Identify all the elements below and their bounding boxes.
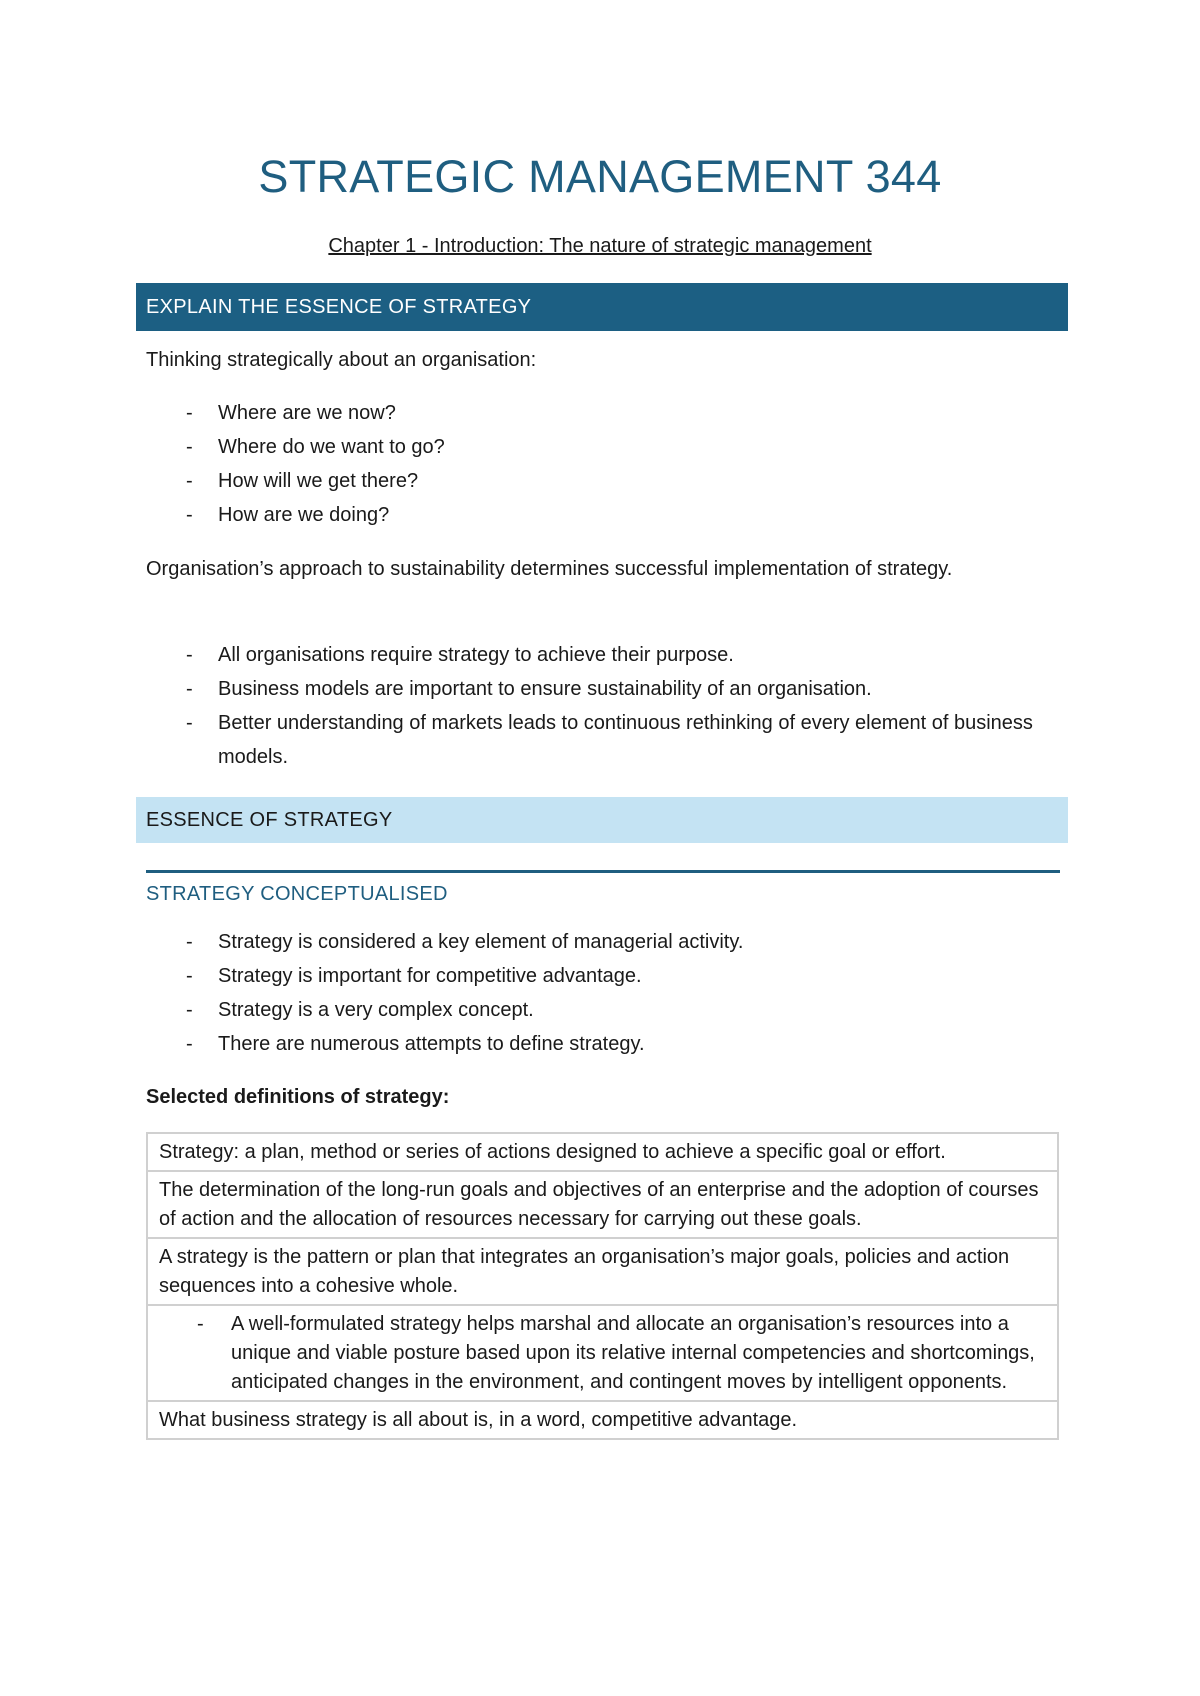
bullet-dash: -	[186, 470, 193, 492]
table-row	[147, 1238, 1058, 1305]
strategy-points	[146, 925, 1066, 1061]
bullet-dash: -	[186, 436, 193, 458]
bullet-dash: -	[197, 1313, 204, 1335]
list-item: - Better understanding of markets leads to continuous rethinking of every element of business models.	[146, 706, 1066, 774]
bullet-dash: -	[186, 644, 193, 666]
list-item: - Where are we now?	[146, 396, 1066, 430]
definitions-label: Selected definitions of strategy:	[146, 1086, 450, 1108]
definition-cell: The determination of the long-run goals and objectives of an enterprise and the adoption of courses of action and the allocation of resources necessary for carrying out these goals.	[147, 1171, 1058, 1238]
section-heading-essence: ESSENCE OF STRATEGY	[136, 797, 1068, 843]
table-row	[147, 1171, 1058, 1238]
list-item: - All organisations require strategy to achieve their purpose.	[146, 638, 1066, 672]
list-item: - How are we doing?	[146, 498, 1066, 532]
question-list	[146, 396, 1066, 532]
list-item: - Where do we want to go?	[146, 430, 1066, 464]
list-item: - Strategy is considered a key element of managerial activity.	[146, 925, 1066, 959]
bullet-dash: -	[186, 712, 193, 734]
definition-cell: A strategy is the pattern or plan that integrates an organisation’s major goals, policies and action sequences into a cohesive whole.	[147, 1238, 1058, 1305]
bullet-dash: -	[186, 678, 193, 700]
definitions-table	[146, 1132, 1059, 1440]
bullet-dash: -	[186, 504, 193, 526]
list-item: - Strategy is a very complex concept.	[146, 993, 1066, 1027]
definition-cell: Strategy: a plan, method or series of actions designed to achieve a specific goal or effort.	[147, 1133, 1058, 1171]
list-item: - How will we get there?	[146, 464, 1066, 498]
sustainability-paragraph: Organisation’s approach to sustainability determines successful implementation of strategy.	[146, 558, 953, 580]
bullet-dash: -	[186, 402, 193, 424]
list-item: - There are numerous attempts to define strategy.	[146, 1027, 1066, 1061]
bullet-dash: -	[186, 999, 193, 1021]
section-heading-essence-explain: EXPLAIN THE ESSENCE OF STRATEGY	[136, 283, 1068, 331]
definition-cell	[147, 1305, 1058, 1401]
table-row	[147, 1401, 1058, 1439]
table-row	[147, 1133, 1058, 1171]
intro-text: Thinking strategically about an organisation:	[146, 349, 537, 371]
definition-subpoint: - A well-formulated strategy helps marshal and allocate an organisation’s resources into a unique and viable posture based upon its relative internal competencies and shortcomings, anticipated changes in the environment, and contingent moves by intelligent opponents.	[159, 1310, 1046, 1397]
list-item: - Business models are important to ensure sustainability of an organisation.	[146, 672, 1066, 706]
sustainability-points	[146, 638, 1066, 774]
subheading-strategy-conceptualised: STRATEGY CONCEPTUALISED	[146, 883, 448, 905]
definition-cell: What business strategy is all about is, in a word, competitive advantage.	[147, 1401, 1058, 1439]
list-item: - Strategy is important for competitive advantage.	[146, 959, 1066, 993]
bullet-dash: -	[186, 1033, 193, 1055]
page-title: STRATEGIC MANAGEMENT 344	[258, 151, 942, 202]
heading-rule	[146, 870, 1060, 873]
chapter-subtitle: Chapter 1 - Introduction: The nature of strategic management	[328, 235, 872, 257]
table-row	[147, 1305, 1058, 1401]
bullet-dash: -	[186, 931, 193, 953]
bullet-dash: -	[186, 965, 193, 987]
